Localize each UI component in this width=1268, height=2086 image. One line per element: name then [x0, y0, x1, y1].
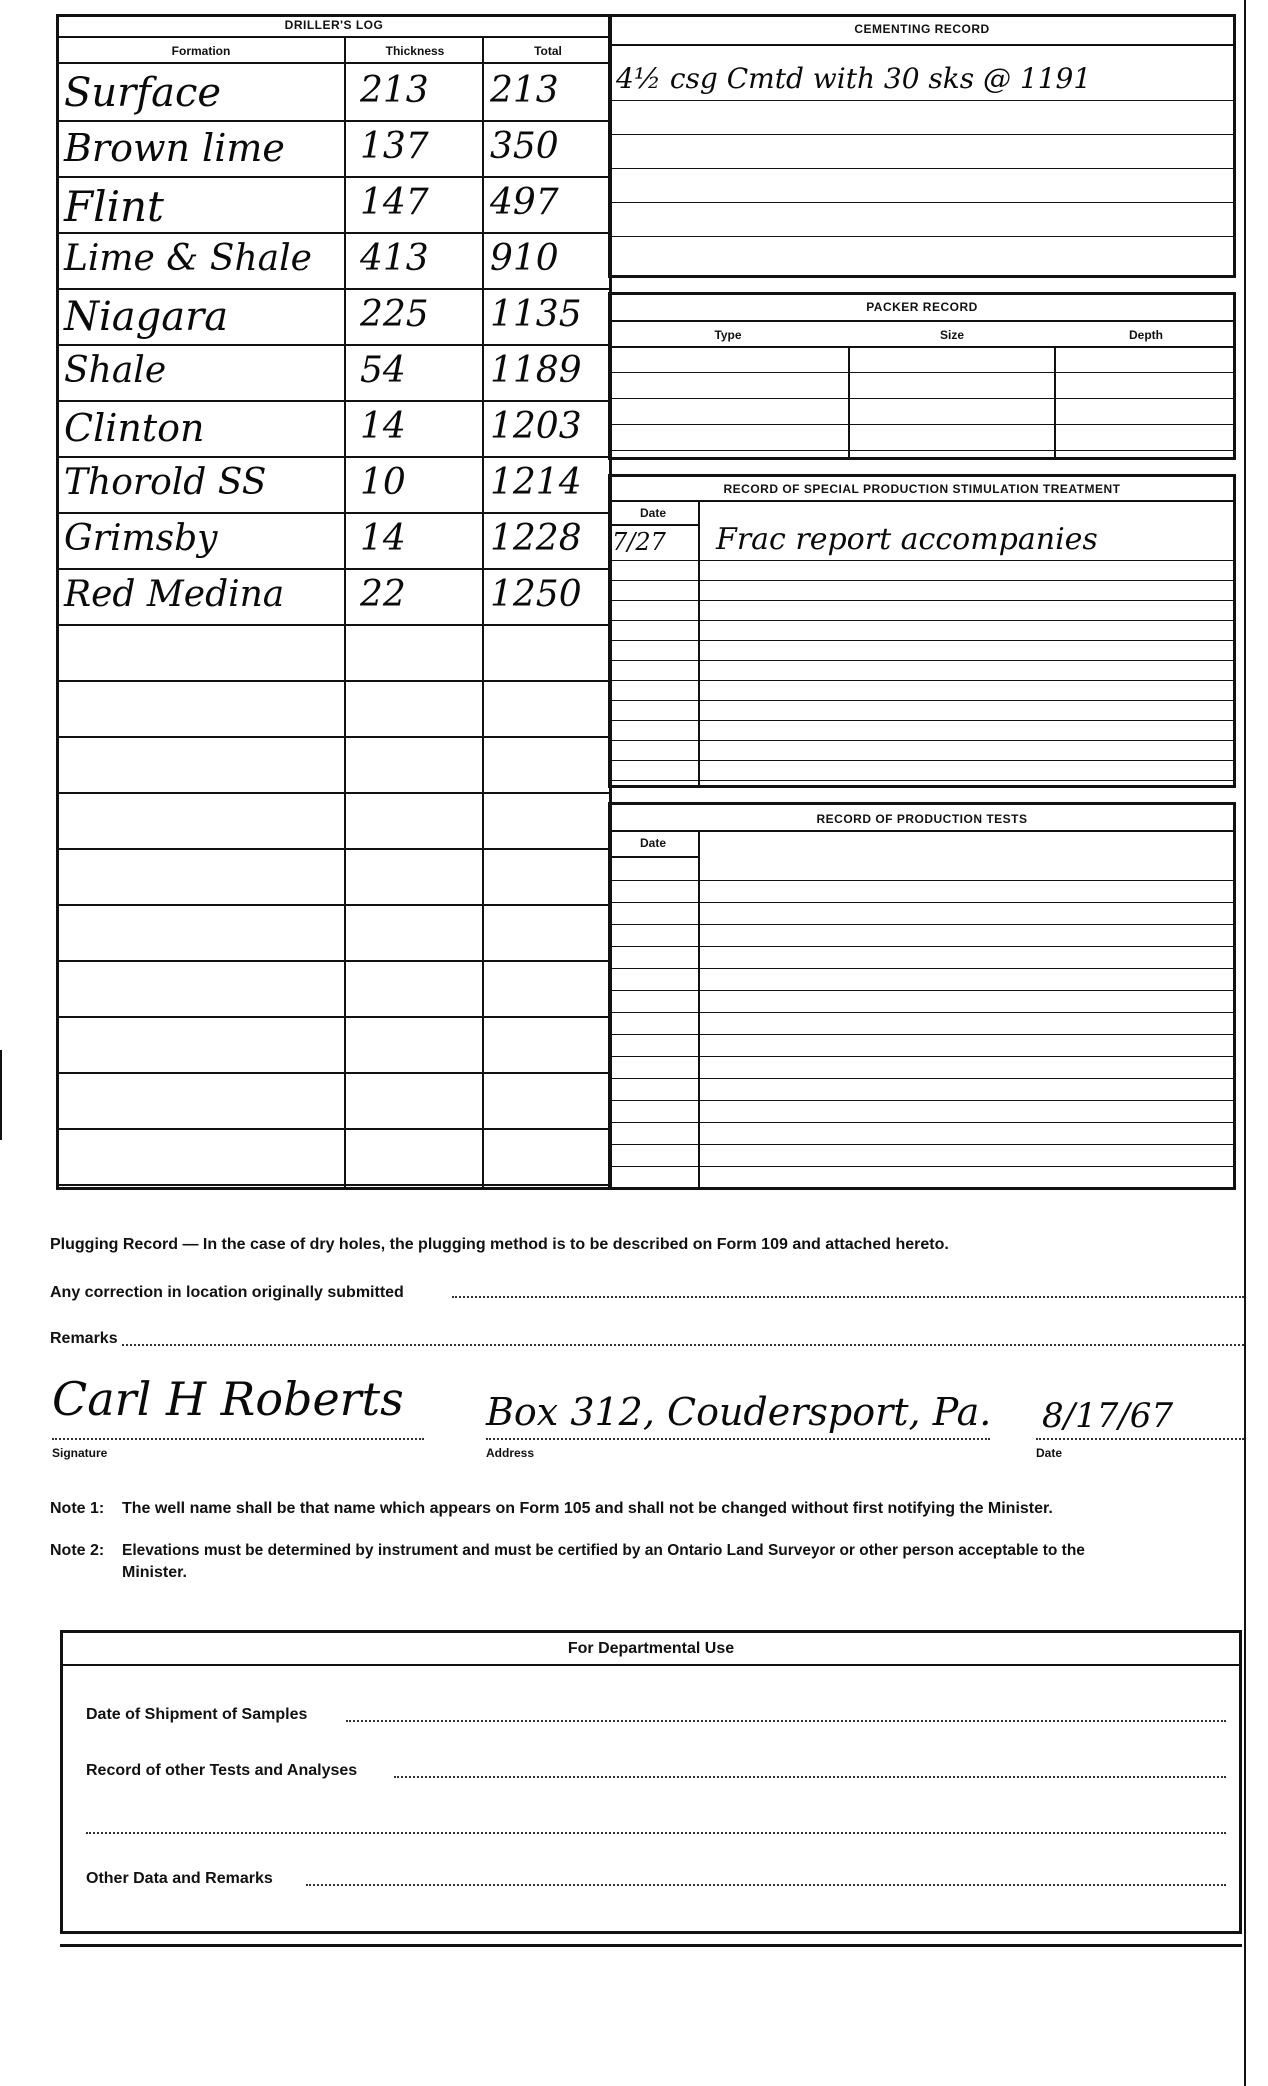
stimulation-entry-date: 7/27	[612, 528, 666, 556]
cementing-record-table	[608, 14, 1236, 278]
log-thickness-cell: 22	[360, 574, 406, 615]
production-tests-table	[608, 802, 1236, 1190]
tests-label: Record of other Tests and Analyses	[86, 1762, 358, 1779]
signature-value: Carl H Roberts	[52, 1372, 404, 1426]
log-thickness-cell: 147	[360, 182, 429, 223]
log-total-cell: 1189	[490, 350, 582, 391]
stimulation-col-date: Date	[639, 506, 666, 520]
other-data-field[interactable]	[306, 1884, 1226, 1886]
tests-field-continuation[interactable]	[86, 1832, 1226, 1834]
correction-field[interactable]	[452, 1296, 1244, 1298]
signature-date-value: 8/17/67	[1042, 1396, 1174, 1436]
log-total-cell: 1228	[490, 518, 582, 559]
packer-record-table	[608, 292, 1236, 460]
packer-col-type: Type	[714, 328, 742, 342]
cementing-entry: 4½ csg Cmtd with 30 sks @ 1191	[616, 62, 1092, 95]
log-thickness-cell: 14	[360, 406, 406, 447]
tests-field[interactable]	[394, 1776, 1226, 1778]
log-thickness-cell: 14	[360, 518, 406, 559]
log-formation-cell: Brown lime	[64, 126, 285, 170]
stimulation-record-title: RECORD OF SPECIAL PRODUCTION STIMULATION TREATMENT	[723, 482, 1121, 496]
remarks-label: Remarks	[50, 1330, 118, 1347]
packer-col-depth: Depth	[1129, 328, 1163, 342]
log-thickness-cell: 137	[360, 126, 429, 167]
col-total-header: Total	[534, 44, 562, 58]
other-data-label: Other Data and Remarks	[86, 1870, 273, 1887]
col-formation-header: Formation	[171, 44, 231, 58]
signature-field[interactable]	[52, 1438, 424, 1440]
log-formation-cell: Lime & Shale	[64, 238, 312, 279]
log-total-cell: 1203	[490, 406, 582, 447]
shipment-field[interactable]	[346, 1720, 1226, 1722]
note1-text: The well name shall be that name which appears on Form 105 and shall not be changed without first notifying the Minister.	[122, 1500, 1053, 1517]
log-total-cell: 497	[490, 182, 559, 223]
log-total-cell: 350	[490, 126, 559, 167]
address-value: Box 312, Coudersport, Pa.	[486, 1390, 992, 1434]
drillers-log-title: DRILLER'S LOG	[284, 18, 384, 32]
log-formation-cell: Clinton	[64, 406, 205, 450]
address-field[interactable]	[486, 1438, 990, 1440]
packer-col-size: Size	[939, 328, 964, 342]
remarks-field[interactable]	[122, 1344, 1244, 1346]
page-right-edge	[1244, 0, 1246, 2086]
cementing-record-title: CEMENTING RECORD	[854, 22, 990, 36]
production-col-date: Date	[639, 836, 666, 850]
log-formation-cell: Thorold SS	[64, 462, 267, 503]
note2-label: Note 2:	[50, 1542, 105, 1559]
log-formation-cell: Flint	[64, 182, 164, 231]
stimulation-entry-text: Frac report accompanies	[716, 522, 1098, 557]
col-thickness-header: Thickness	[385, 44, 445, 58]
shipment-label: Date of Shipment of Samples	[86, 1706, 308, 1723]
departmental-use-box	[60, 1630, 1242, 1934]
bottom-rule	[60, 1944, 1242, 1947]
log-thickness-cell: 213	[360, 70, 429, 111]
address-label: Address	[486, 1446, 535, 1460]
departmental-use-title: For Departmental Use	[567, 1640, 735, 1657]
note2-text-line1: Elevations must be determined by instrument and must be certified by an Ontario Land Surveyor or other person acceptable to the	[122, 1542, 1085, 1559]
note1-label: Note 1:	[50, 1500, 105, 1517]
signature-date-field[interactable]	[1036, 1438, 1244, 1440]
log-total-cell: 1135	[490, 294, 582, 335]
correction-label: Any correction in location originally submitted	[50, 1284, 404, 1301]
log-formation-cell: Red Medina	[64, 574, 285, 615]
production-tests-title: RECORD OF PRODUCTION TESTS	[816, 812, 1028, 826]
log-thickness-cell: 10	[360, 462, 406, 503]
log-total-cell: 910	[490, 238, 559, 279]
log-total-cell: 1250	[490, 574, 582, 615]
log-thickness-cell: 225	[360, 294, 429, 335]
plugging-record-text: Plugging Record — In the case of dry holes, the plugging method is to be described on Form 109 and attached hereto.	[50, 1236, 949, 1253]
log-formation-cell: Shale	[64, 350, 167, 391]
log-total-cell: 213	[490, 70, 559, 111]
signature-date-label: Date	[1036, 1446, 1063, 1460]
page-left-edge-mark	[0, 1050, 2, 1140]
log-formation-cell: Niagara	[64, 294, 229, 340]
log-thickness-cell: 54	[360, 350, 406, 391]
log-total-cell: 1214	[490, 462, 582, 503]
note2-text-line2: Minister.	[122, 1564, 187, 1581]
packer-record-title: PACKER RECORD	[866, 300, 978, 314]
signature-label: Signature	[52, 1446, 108, 1460]
log-formation-cell: Grimsby	[64, 518, 218, 559]
log-formation-cell: Surface	[64, 70, 222, 116]
log-thickness-cell: 413	[360, 238, 429, 279]
